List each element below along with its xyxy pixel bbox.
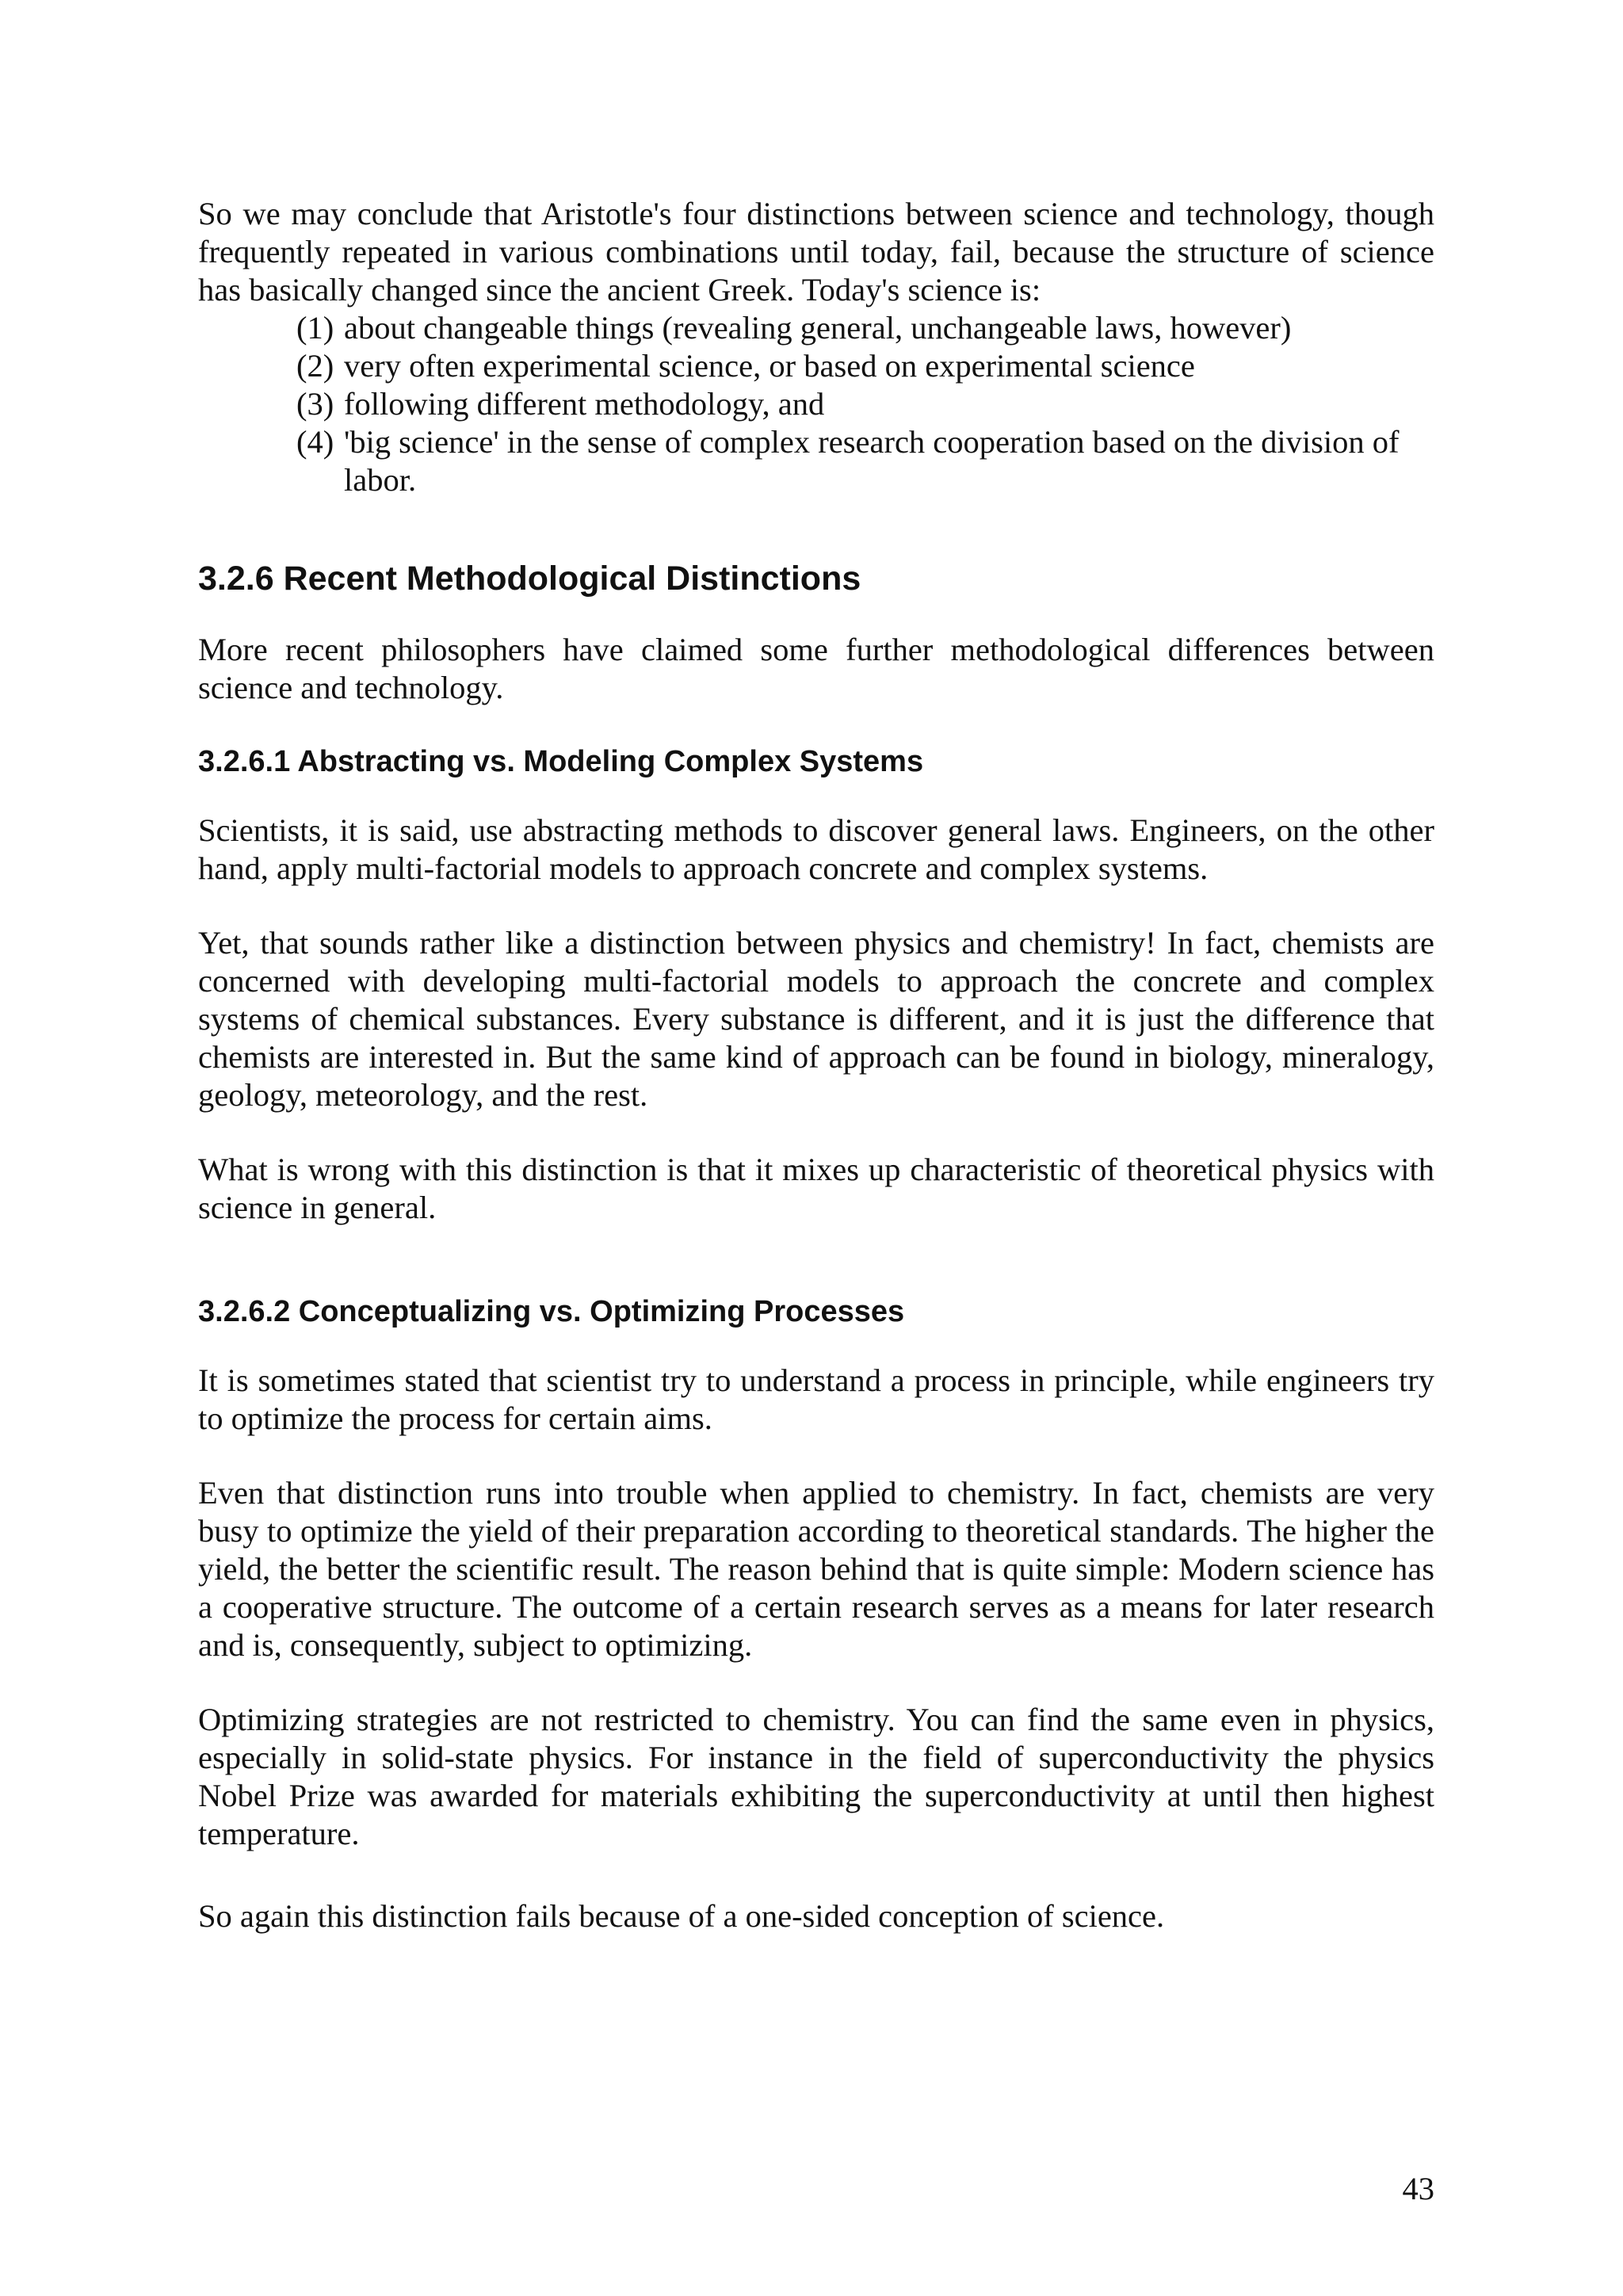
list-item xyxy=(296,385,1434,423)
list-item-number: (4) xyxy=(296,424,334,460)
list-item-number: (1) xyxy=(296,310,334,346)
section-3-2-6-2-paragraph-3: Optimizing strategies are not restricted to chemistry. You can find the same even in physics, especially in solid-state physics. For instance in the field of superconductivity the physics Nobel Prize was awarded for materials exhibiting the superconductivity at until then highest temperature. xyxy=(198,1702,1434,1851)
science-characteristics-list xyxy=(198,309,1434,499)
list-item xyxy=(296,347,1434,385)
section-3-2-6-1-paragraph-2: Yet, that sounds rather like a distinction between physics and chemistry! In fact, chemists are concerned with developing multi-factorial models to approach the concrete and complex systems of chemical substances. Every substance is different, and it is just the difference that chemists are interested in. But the same kind of approach can be found in biology, mineralogy, geology, meteorology, and the rest. xyxy=(198,925,1434,1113)
list-item-text: 'big science' in the sense of complex research cooperation based on the division of labor. xyxy=(344,424,1400,498)
section-3-2-6-2-paragraph-4: So again this distinction fails because of a one-sided conception of science. xyxy=(198,1898,1165,1934)
section-3-2-6-2-paragraph-1: It is sometimes stated that scientist try to understand a process in principle, while engineers try to optimize the process for certain aims. xyxy=(198,1362,1434,1436)
subsection-heading-3-2-6-1: 3.2.6.1 Abstracting vs. Modeling Complex Systems xyxy=(198,745,924,778)
list-item xyxy=(296,423,1434,499)
section-3-2-6-1-paragraph-3: What is wrong with this distinction is that it mixes up characteristic of theoretical physics with science in general. xyxy=(198,1152,1434,1225)
list-item-text: following different methodology, and xyxy=(344,386,825,422)
list-item-number: (3) xyxy=(296,386,334,422)
section-3-2-6-paragraph: More recent philosophers have claimed some further methodological differences between science and technology. xyxy=(198,632,1434,705)
list-item-text: very often experimental science, or based on experimental science xyxy=(344,348,1195,384)
section-3-2-6-1-paragraph-1: Scientists, it is said, use abstracting methods to discover general laws. Engineers, on the other hand, apply multi-factorial models to approach concrete and complex systems. xyxy=(198,812,1434,886)
section-heading-3-2-6: 3.2.6 Recent Methodological Distinctions xyxy=(198,560,861,598)
list-item-number: (2) xyxy=(296,348,334,384)
intro-paragraph: So we may conclude that Aristotle's four distinctions between science and technology, though frequently repeated in various combinations until today, fail, because the structure of science has basically changed since the ancient Greek. Today's science is: xyxy=(198,196,1434,308)
page-number: 43 xyxy=(1402,2171,1434,2206)
section-3-2-6-2-paragraph-2: Even that distinction runs into trouble when applied to chemistry. In fact, chemists are very busy to optimize the yield of their preparation according to theoretical standards. The higher the yield, the better the scientific result. The reason behind that is quite simple: Modern science has a cooperative structure. The outcome of a certain research serves as a means for later research and is, consequently, subject to optimizing. xyxy=(198,1475,1434,1663)
document-page xyxy=(198,195,1434,1935)
list-item xyxy=(296,309,1434,347)
subsection-heading-3-2-6-2: 3.2.6.2 Conceptualizing vs. Optimizing Processes xyxy=(198,1295,905,1328)
list-item-text: about changeable things (revealing general, unchangeable laws, however) xyxy=(344,310,1292,346)
